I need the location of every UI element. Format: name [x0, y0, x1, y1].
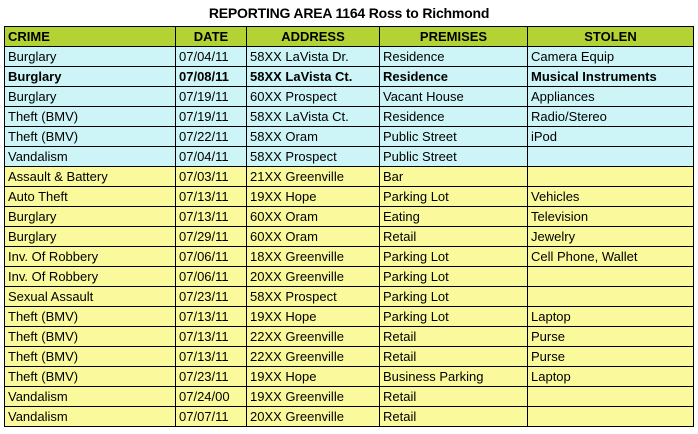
cell-date: 07/13/11 [176, 327, 247, 347]
cell-address: 58XX LaVista Ct. [247, 107, 380, 127]
cell-address: 19XX Hope [247, 307, 380, 327]
cell-date: 07/19/11 [176, 87, 247, 107]
cell-address: 19XX Greenville [247, 387, 380, 407]
table-row [5, 307, 694, 327]
cell-premises: Parking Lot [380, 287, 528, 307]
cell-premises: Eating [380, 207, 528, 227]
cell-premises: Parking Lot [380, 187, 528, 207]
cell-crime: Inv. Of Robbery [5, 247, 176, 267]
cell-address: 60XX Prospect [247, 87, 380, 107]
cell-premises: Parking Lot [380, 307, 528, 327]
cell-date: 07/13/11 [176, 347, 247, 367]
cell-premises: Retail [380, 327, 528, 347]
column-header-stolen: STOLEN [528, 27, 694, 47]
cell-premises: Retail [380, 407, 528, 427]
cell-stolen [528, 147, 694, 167]
cell-date: 07/29/11 [176, 227, 247, 247]
cell-stolen: Appliances [528, 87, 694, 107]
cell-date: 07/23/11 [176, 287, 247, 307]
cell-address: 20XX Greenville [247, 267, 380, 287]
cell-stolen: Jewelry [528, 227, 694, 247]
cell-stolen [528, 167, 694, 187]
cell-date: 07/08/11 [176, 67, 247, 87]
cell-premises: Residence [380, 107, 528, 127]
cell-stolen: Laptop [528, 307, 694, 327]
table-row [5, 387, 694, 407]
cell-premises: Public Street [380, 127, 528, 147]
cell-address: 58XX LaVista Ct. [247, 67, 380, 87]
cell-crime: Burglary [5, 67, 176, 87]
cell-stolen: Camera Equip [528, 47, 694, 67]
table-row [5, 327, 694, 347]
cell-date: 07/04/11 [176, 47, 247, 67]
cell-crime: Burglary [5, 87, 176, 107]
cell-address: 60XX Oram [247, 207, 380, 227]
column-header-crime: CRIME [5, 27, 176, 47]
cell-crime: Vandalism [5, 407, 176, 427]
table-row [5, 167, 694, 187]
cell-stolen: Television [528, 207, 694, 227]
cell-date: 07/04/11 [176, 147, 247, 167]
table-row [5, 207, 694, 227]
cell-address: 19XX Hope [247, 367, 380, 387]
report-title: REPORTING AREA 1164 Ross to Richmond [208, 5, 490, 21]
cell-crime: Vandalism [5, 147, 176, 167]
header-row [5, 27, 694, 47]
cell-crime: Burglary [5, 207, 176, 227]
cell-stolen: Musical Instruments [528, 67, 694, 87]
cell-crime: Theft (BMV) [5, 107, 176, 127]
cell-premises: Parking Lot [380, 267, 528, 287]
cell-address: 20XX Greenville [247, 407, 380, 427]
cell-address: 22XX Greenville [247, 327, 380, 347]
cell-address: 21XX Greenville [247, 167, 380, 187]
table-row [5, 267, 694, 287]
cell-date: 07/24/00 [176, 387, 247, 407]
cell-crime: Sexual Assault [5, 287, 176, 307]
cell-date: 07/07/11 [176, 407, 247, 427]
cell-address: 60XX Oram [247, 227, 380, 247]
table-row [5, 407, 694, 427]
cell-crime: Burglary [5, 227, 176, 247]
cell-stolen: Laptop [528, 367, 694, 387]
cell-crime: Theft (BMV) [5, 127, 176, 147]
cell-crime: Theft (BMV) [5, 367, 176, 387]
table-row [5, 367, 694, 387]
cell-premises: Retail [380, 387, 528, 407]
cell-address: 18XX Greenville [247, 247, 380, 267]
cell-premises: Retail [380, 347, 528, 367]
cell-premises: Residence [380, 67, 528, 87]
cell-stolen [528, 387, 694, 407]
table-row [5, 347, 694, 367]
cell-crime: Vandalism [5, 387, 176, 407]
cell-premises: Parking Lot [380, 247, 528, 267]
cell-date: 07/13/11 [176, 207, 247, 227]
cell-address: 22XX Greenville [247, 347, 380, 367]
cell-stolen: Purse [528, 347, 694, 367]
cell-address: 58XX Prospect [247, 287, 380, 307]
cell-premises: Residence [380, 47, 528, 67]
table-body [5, 47, 694, 427]
cell-address: 58XX Oram [247, 127, 380, 147]
cell-stolen: Purse [528, 327, 694, 347]
table-row [5, 127, 694, 147]
cell-date: 07/03/11 [176, 167, 247, 187]
table-row [5, 107, 694, 127]
cell-date: 07/19/11 [176, 107, 247, 127]
table-row [5, 247, 694, 267]
cell-crime: Theft (BMV) [5, 327, 176, 347]
cell-address: 19XX Hope [247, 187, 380, 207]
cell-premises: Retail [380, 227, 528, 247]
cell-premises: Public Street [380, 147, 528, 167]
cell-stolen: iPod [528, 127, 694, 147]
cell-address: 58XX LaVista Dr. [247, 47, 380, 67]
cell-crime: Theft (BMV) [5, 347, 176, 367]
cell-date: 07/13/11 [176, 307, 247, 327]
cell-stolen [528, 407, 694, 427]
table-row [5, 87, 694, 107]
table-row [5, 47, 694, 67]
cell-crime: Auto Theft [5, 187, 176, 207]
cell-date: 07/06/11 [176, 267, 247, 287]
table-row [5, 287, 694, 307]
cell-stolen: Vehicles [528, 187, 694, 207]
cell-stolen [528, 287, 694, 307]
cell-date: 07/13/11 [176, 187, 247, 207]
table-row [5, 147, 694, 167]
column-header-address: ADDRESS [247, 27, 380, 47]
cell-crime: Assault & Battery [5, 167, 176, 187]
cell-date: 07/22/11 [176, 127, 247, 147]
cell-address: 58XX Prospect [247, 147, 380, 167]
table-row [5, 227, 694, 247]
cell-crime: Inv. Of Robbery [5, 267, 176, 287]
cell-crime: Theft (BMV) [5, 307, 176, 327]
cell-premises: Vacant House [380, 87, 528, 107]
cell-stolen: Radio/Stereo [528, 107, 694, 127]
cell-premises: Bar [380, 167, 528, 187]
cell-stolen: Cell Phone, Wallet [528, 247, 694, 267]
cell-stolen [528, 267, 694, 287]
cell-premises: Business Parking [380, 367, 528, 387]
table-row [5, 67, 694, 87]
column-header-date: DATE [176, 27, 247, 47]
cell-date: 07/06/11 [176, 247, 247, 267]
table-row [5, 187, 694, 207]
cell-date: 07/23/11 [176, 367, 247, 387]
column-header-premises: PREMISES [380, 27, 528, 47]
crime-report-table [4, 26, 694, 427]
cell-crime: Burglary [5, 47, 176, 67]
